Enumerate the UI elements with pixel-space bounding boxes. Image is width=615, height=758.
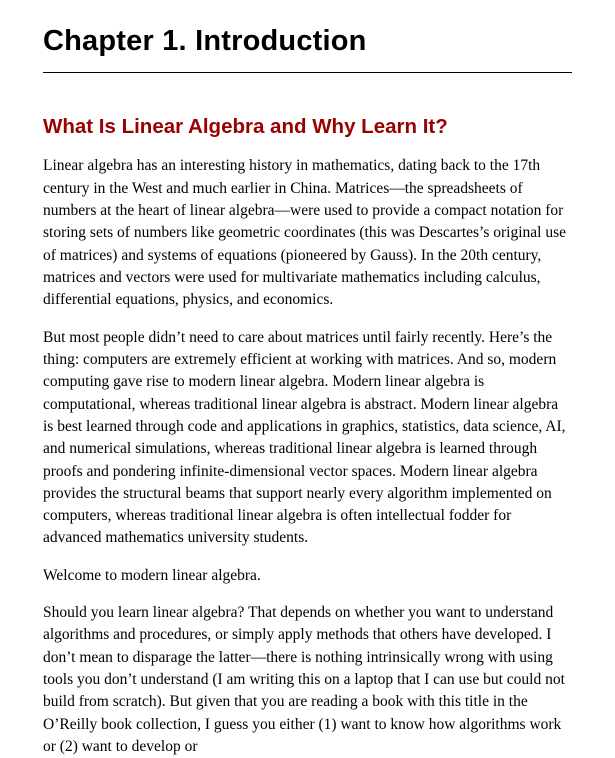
section-heading: What Is Linear Algebra and Why Learn It? xyxy=(43,114,448,138)
paragraph-should-you-learn: Should you learn linear algebra? That depends on whether you want to understand algorithms and procedures, or simply apply methods that others have developed. I don’t mean to disparage the latter—there is nothing intrinsically wrong with using tools you don’t understand (I am writing this on a laptop that I can use but could not build from scratch). But given that you are reading a book with this title in the O’Reilly book collection, I guess you either (1) want to know how algorithms work or (2) want to develop or xyxy=(43,604,565,755)
chapter-title: Chapter 1. Introduction xyxy=(43,25,367,57)
chapter-title-rule xyxy=(43,72,572,73)
paragraph-modern-vs-traditional: But most people didn’t need to care about matrices until fairly recently. Here’s the thing: computers are extremely efficient at working with matrices. And so, modern computing gave rise to modern linear algebra. Modern linear algebra is computational, whereas traditional linear algebra is abstract. Modern linear algebra is best learned through code and applications in graphics, statistics, data science, AI, and numerical simulations, whereas traditional linear algebra is learned through proofs and pondering infinite-dimensional vector spaces. Modern linear algebra provides the structural beams that support nearly every algorithm implemented on computers, whereas traditional linear algebra is often intellectual fodder for advanced mathematics university students. xyxy=(43,328,566,547)
paragraph-welcome: Welcome to modern linear algebra. xyxy=(43,566,261,584)
paragraph-history: Linear algebra has an interesting history in mathematics, dating back to the 17th century in the West and much earlier in China. Matrices—the spreadsheets of numbers at the heart of linear algebra—were used to provide a compact notation for storing sets of numbers like geometric coordinates (this was Descartes’s original use of matrices) and systems of equations (pioneered by Gauss). In the 20th century, matrices and vectors were used for multivariate mathematics including calculus, differential equations, physics, and economics. xyxy=(43,157,566,309)
